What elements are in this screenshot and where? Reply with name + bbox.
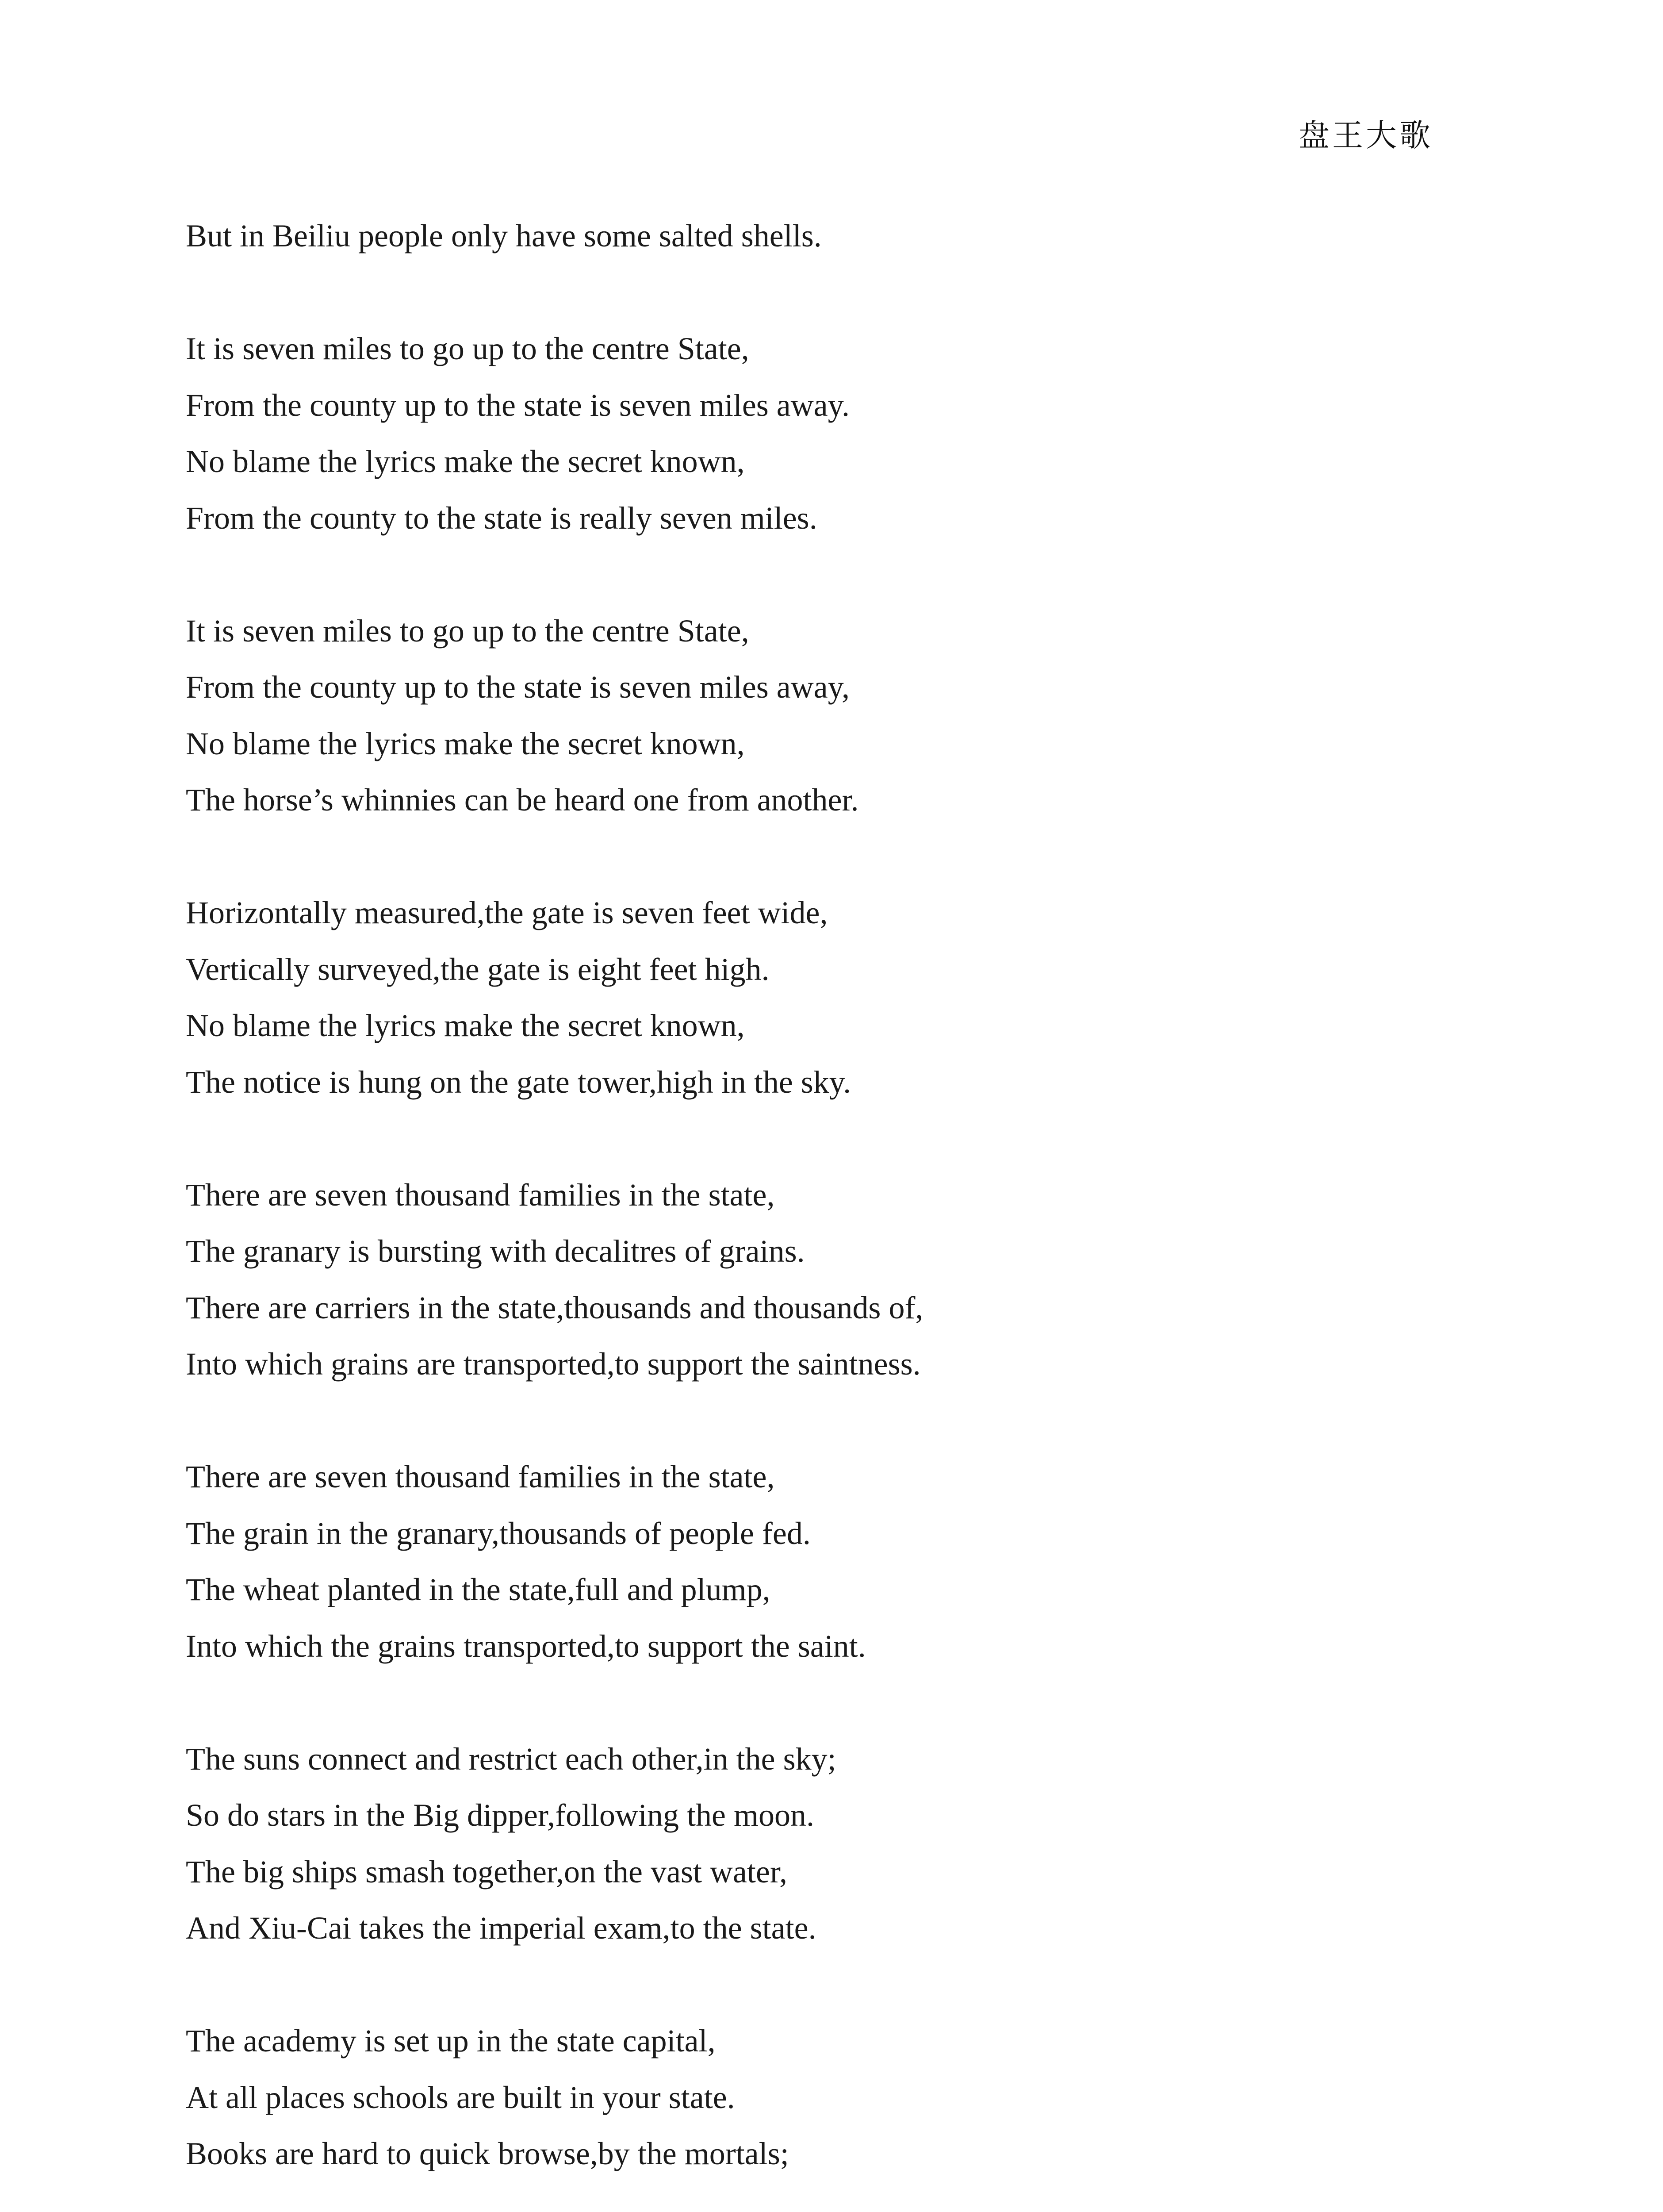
poem-line: There are carriers in the state,thousands and thousands of,: [186, 1290, 923, 1325]
poem-line: The granary is bursting with decalitres of grains.: [186, 1233, 805, 1269]
poem-line: The wheat planted in the state,full and plump,: [186, 1572, 770, 1607]
stanza: [186, 603, 1468, 829]
running-head: 盘王大歌: [1299, 117, 1433, 154]
poem-line: It is seven miles to go up to the centre State,: [186, 331, 749, 366]
poem-line: At all places schools are built in your state.: [186, 2079, 735, 2115]
poem-line: Horizontally measured,the gate is seven feet wide,: [186, 895, 828, 930]
poem-line: Into which the grains transported,to support the saint.: [186, 1628, 866, 1664]
poem-line: But in Beiliu people only have some salted shells.: [186, 218, 822, 253]
poem-line: So do stars in the Big dipper,following the moon.: [186, 1797, 815, 1833]
poem-line: From the county to the state is really seven miles.: [186, 500, 817, 536]
poem-line: The big ships smash together,on the vast water,: [186, 1854, 787, 1889]
poem-line: There are seven thousand families in the state,: [186, 1177, 775, 1213]
poem-line: It is seven miles to go up to the centre State,: [186, 613, 749, 649]
stanza: [186, 1167, 1468, 1393]
poem-line: There are seven thousand families in the state,: [186, 1459, 775, 1494]
stanza: [186, 885, 1468, 1110]
stanza: [186, 1731, 1468, 1957]
poem-line: The grain in the granary,thousands of people fed.: [186, 1515, 811, 1551]
stanza: [186, 1449, 1468, 1674]
poem-line: No blame the lyrics make the secret known,: [186, 726, 745, 761]
poem-body: [186, 208, 1468, 2182]
stanza: [186, 208, 1468, 265]
poem-line: From the county up to the state is seven miles away,: [186, 669, 850, 705]
poem-line: The notice is hung on the gate tower,high in the sky.: [186, 1064, 851, 1100]
poem-line: No blame the lyrics make the secret known,: [186, 444, 745, 479]
poem-line: The suns connect and restrict each other,in the sky;: [186, 1741, 836, 1777]
poem-line: From the county up to the state is seven miles away.: [186, 387, 850, 423]
poem-line: No blame the lyrics make the secret known,: [186, 1008, 745, 1043]
stanza: [186, 2013, 1468, 2182]
poem-line: Books are hard to quick browse,by the mortals;: [186, 2136, 789, 2171]
poem-line: Vertically surveyed,the gate is eight feet high.: [186, 951, 770, 987]
poem-line: The horse’s whinnies can be heard one from another.: [186, 782, 859, 818]
poem-line: The academy is set up in the state capital,: [186, 2023, 716, 2058]
poem-line: Into which grains are transported,to support the saintness.: [186, 1346, 921, 1382]
poem-line: And Xiu-Cai takes the imperial exam,to the state.: [186, 1910, 816, 1946]
stanza: [186, 321, 1468, 546]
